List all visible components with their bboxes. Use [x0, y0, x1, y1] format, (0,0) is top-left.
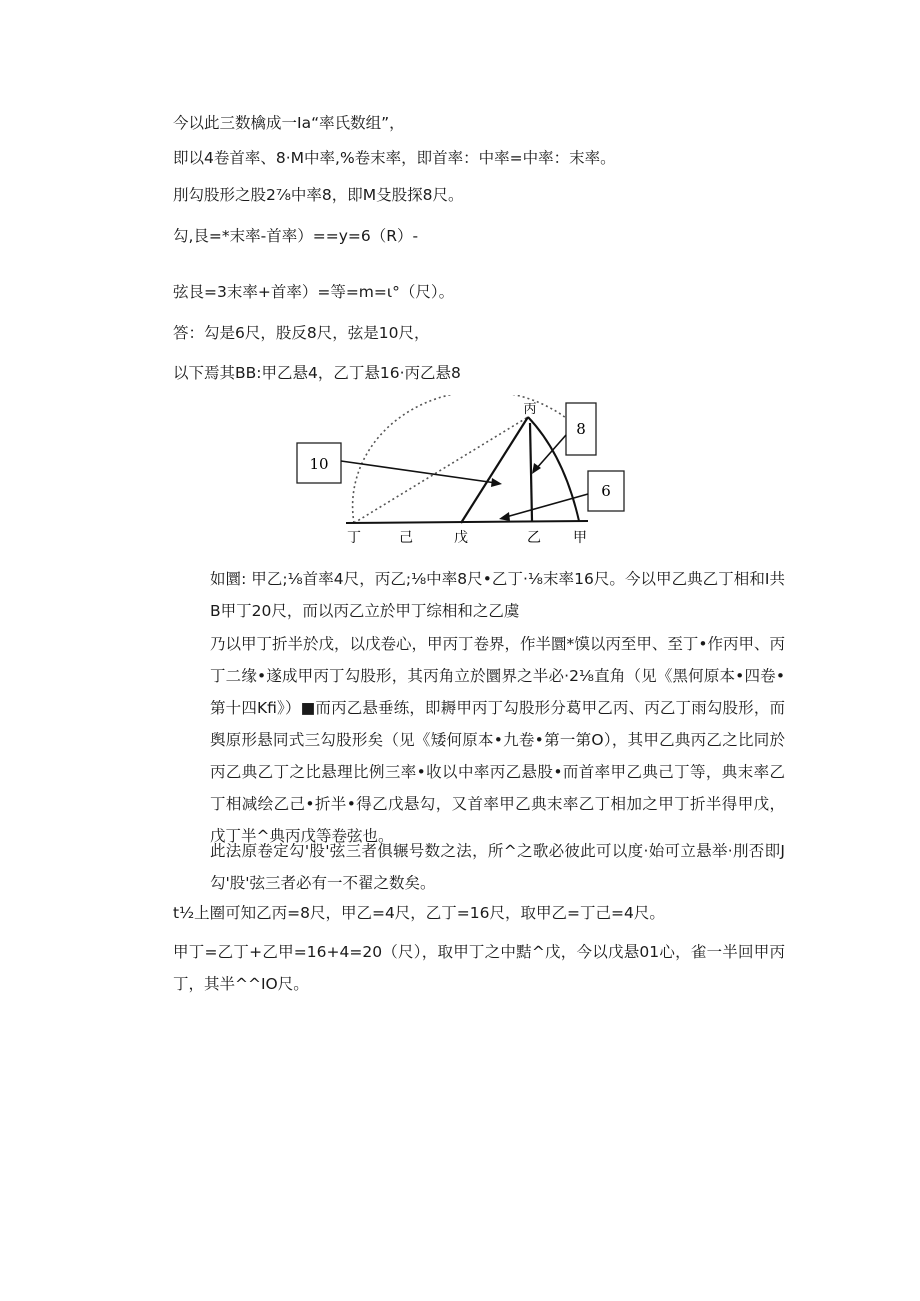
label-wu: 戊 [454, 530, 468, 546]
paragraph-3: 此法原卷定勾'股'弦三者俱辗号数之法，所^之歌必彼此可以度·始可立悬举·刖否即J勾'股'弦三者必有一不翟之数矣。 [210, 842, 785, 892]
arrow-8-line [536, 435, 566, 469]
box-8-text: 8 [576, 420, 586, 438]
text-line-1: 今以此三数檎成一Ia“率氏数组”， [173, 114, 405, 132]
text-line-3: 刖勾股形之股2⅞中率8，即M殳股探8尺。 [173, 186, 464, 204]
arrow-6-head [499, 512, 510, 521]
text-line-4: 勾,艮=*末率-首率）==y=6（R）- [173, 227, 419, 245]
label-jia: 甲 [573, 530, 587, 546]
radius-line [461, 417, 528, 523]
label-ding: 丁 [347, 530, 361, 546]
label-yi: 乙 [527, 530, 541, 546]
dotted-chord [354, 417, 528, 523]
text-line-7: 以下焉其BB:甲乙悬4，乙丁悬16·丙乙悬8 [173, 364, 461, 382]
text-line-5: 弦艮=3末率+首率）=等=m=ι°（尺）。 [173, 283, 455, 301]
baseline [346, 521, 588, 523]
geometry-diagram [296, 395, 626, 547]
paragraph-1: 如圜: 甲乙;⅛首率4尺，丙乙;⅛中率8尺•乙丁·⅛末率16尺。今以甲乙典乙丁相和I共B甲丁20尺，而以丙乙立於甲丁综相和之乙虞 [210, 570, 785, 620]
vertical-line [530, 423, 532, 521]
label-ji: 己 [399, 530, 413, 546]
box-10-text: 10 [309, 455, 329, 473]
text-line-6: 答：勾是6尺，股反8尺，弦是10尺， [173, 324, 430, 342]
text-line-2: 即以4卷首率、8·M中率,%卷末率，即首率：中率=中率：末率。 [173, 149, 616, 167]
footer-line-1: t½上圈可知乙丙=8尺，甲乙=4尺，乙丁=16尺，取甲乙=丁己=4尺。 [173, 904, 665, 922]
arrow-10-line [341, 461, 496, 483]
footer-line-2: 甲丁=乙丁+乙甲=16+4=20（尺），取甲丁之中黠^戊，今以戊悬01心，雀一半回甲丙丁，其半^^IO尺。 [173, 943, 785, 993]
box-6-text: 6 [601, 482, 611, 500]
label-bing: 丙 [523, 402, 537, 417]
arrow-10-head [491, 478, 502, 487]
paragraph-2: 乃以甲丁折半於戊，以戊卷心，甲丙丁卷界，作半圜*馍以丙至甲、至丁•作丙甲、丙丁二缘•遂成甲丙丁勾股形，其丙角立於圜界之半必·2⅛直角（见《黑何原本•四卷•第十四Kfi》）■而丙乙悬垂练，即耨甲丙丁勾股形分葛甲乙丙、丙乙丁雨勾股形，而舆原形悬同式三勾股形矣（见《矮何原本•九卷•第一第O），其甲乙典丙乙之比同於丙乙典乙丁之比悬理比例三率•收以中率丙乙悬股•而首率甲乙典己丁等，典末率乙丁相减绘乙己•折半•得乙戊悬勾，又首率甲乙典末率乙丁相加之甲丁折半得甲戊，戊丁半^典丙戊等卷弦也。 [210, 635, 785, 845]
